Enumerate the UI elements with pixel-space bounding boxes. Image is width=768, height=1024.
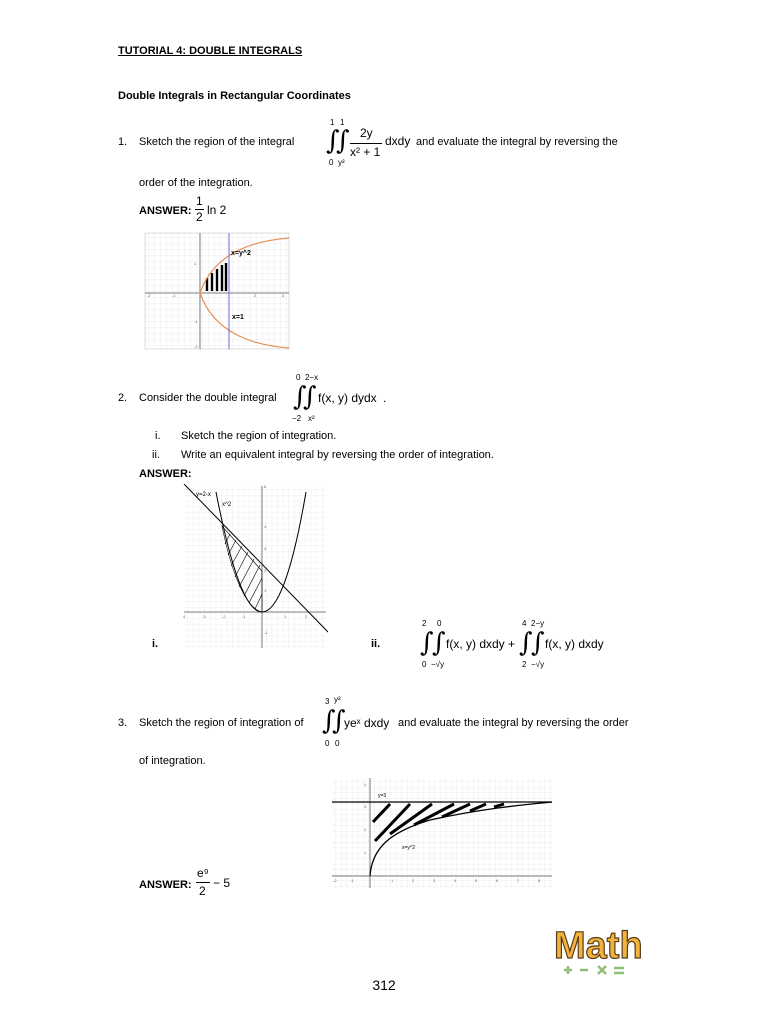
q3-answer-label: ANSWER: bbox=[139, 879, 192, 891]
math-logo-text: Math bbox=[554, 925, 643, 967]
q2-ans-b-integrand: f(x, y) dxdy bbox=[545, 637, 604, 651]
svg-text:-1: -1 bbox=[242, 614, 246, 619]
q2-ans-b-lower-outer: 2 bbox=[522, 660, 527, 669]
integral-sign: ∫ bbox=[322, 706, 336, 736]
svg-text:-2: -2 bbox=[222, 614, 226, 619]
integral-sign: ∫ bbox=[420, 628, 434, 658]
svg-text:-2: -2 bbox=[194, 344, 198, 349]
integral-sign: ∫ bbox=[432, 628, 446, 658]
q3-answer-value bbox=[195, 866, 245, 902]
q2-item-ii-number: ii. bbox=[152, 449, 160, 461]
svg-text:1: 1 bbox=[391, 878, 394, 883]
q1-denominator: x² + 1 bbox=[350, 145, 381, 159]
q1-text-before: Sketch the region of the integral bbox=[139, 136, 295, 148]
svg-text:5: 5 bbox=[475, 878, 478, 883]
q2-ans-b-upper-inner: 2−y bbox=[531, 619, 545, 628]
svg-text:-1: -1 bbox=[172, 293, 176, 298]
q2-item-ii-text: Write an equivalent integral by reversing the order of integration. bbox=[181, 449, 494, 461]
q2-answer-ii-integral bbox=[418, 619, 618, 671]
q1-answer-numerator: 1 bbox=[196, 194, 203, 208]
q1-answer-label: ANSWER: bbox=[139, 205, 192, 217]
q2-lower-limit-outer: −2 bbox=[292, 414, 302, 423]
page-title: TUTORIAL 4: DOUBLE INTEGRALS bbox=[118, 45, 303, 57]
q3-lower-limit-inner: 0 bbox=[335, 739, 340, 748]
q1-lower-limit-outer: 0 bbox=[329, 158, 334, 167]
svg-text:6: 6 bbox=[496, 878, 499, 883]
svg-text:4: 4 bbox=[183, 614, 186, 619]
q2-upper-limit-outer: 0 bbox=[296, 373, 301, 382]
svg-text:-1: -1 bbox=[194, 319, 198, 324]
svg-text:-1: -1 bbox=[264, 630, 268, 635]
fraction-line bbox=[196, 882, 210, 883]
svg-text:-3: -3 bbox=[202, 614, 206, 619]
q2-ans-a-integrand: f(x, y) dxdy + bbox=[446, 637, 516, 651]
q2-integral bbox=[292, 373, 392, 425]
q2-line-label: y=2-x bbox=[196, 492, 211, 498]
q2-answer-ii-label: ii. bbox=[371, 638, 381, 650]
svg-text:-2: -2 bbox=[147, 293, 151, 298]
svg-text:1: 1 bbox=[364, 850, 367, 855]
svg-text:2: 2 bbox=[364, 827, 367, 832]
svg-text:3: 3 bbox=[282, 293, 285, 298]
integral-sign: ∫ bbox=[303, 382, 317, 412]
q2-ans-a-upper-outer: 2 bbox=[422, 619, 427, 628]
q1-text-after-content: and evaluate the integral by reversing the bbox=[416, 136, 618, 148]
q2-answer-label: ANSWER: bbox=[139, 468, 192, 480]
q2-region-graph bbox=[182, 484, 328, 650]
q2-text: Consider the double integral bbox=[139, 392, 277, 404]
q3-text-after: and evaluate the integral by reversing the order bbox=[398, 717, 629, 729]
q3-integral bbox=[322, 697, 402, 749]
integral-sign: ∫ bbox=[332, 706, 346, 736]
section-heading: Double Integrals in Rectangular Coordinates bbox=[118, 90, 351, 102]
svg-text:2: 2 bbox=[412, 878, 415, 883]
q1-number: 1. bbox=[118, 136, 128, 148]
q1-text-after bbox=[416, 136, 649, 148]
svg-text:-2: -2 bbox=[333, 878, 337, 883]
svg-text:7: 7 bbox=[517, 878, 520, 883]
q2-upper-limit-inner: 2−x bbox=[305, 373, 319, 382]
svg-text:4: 4 bbox=[454, 878, 457, 883]
q2-curve-label: x^2 bbox=[222, 502, 232, 508]
svg-text:3: 3 bbox=[433, 878, 436, 883]
math-symbols-decoration bbox=[564, 966, 624, 974]
svg-text:4: 4 bbox=[364, 782, 367, 787]
q3-integrand: yeˣ dxdy bbox=[344, 716, 390, 730]
q1-differential: dxdy bbox=[385, 134, 411, 148]
q2-ans-b-upper-outer: 4 bbox=[522, 619, 527, 628]
svg-text:3: 3 bbox=[364, 804, 367, 809]
integral-sign: ∫ bbox=[336, 126, 350, 156]
q1-upper-limit-outer: 1 bbox=[330, 118, 335, 127]
q3-upper-limit-outer: 3 bbox=[325, 697, 330, 706]
page-number: 312 bbox=[372, 977, 396, 993]
q2-ans-a-upper-inner: 0 bbox=[437, 619, 442, 628]
svg-text:-1: -1 bbox=[350, 878, 354, 883]
q1-text-line2: order of the integration. bbox=[139, 177, 253, 189]
q3-text-before: Sketch the region of integration of bbox=[139, 717, 304, 729]
q3-lower-limit-outer: 0 bbox=[325, 739, 330, 748]
math-logo bbox=[552, 918, 648, 980]
q2-item-i-text: Sketch the region of integration. bbox=[181, 430, 337, 442]
q3-number: 3. bbox=[118, 717, 128, 729]
q1-region-graph bbox=[142, 231, 290, 351]
q3-answer-numerator: e⁹ bbox=[197, 866, 209, 880]
svg-text:4: 4 bbox=[264, 524, 267, 529]
svg-text:8: 8 bbox=[538, 878, 541, 883]
q2-answer-i-label: i. bbox=[152, 638, 159, 650]
q3-top-label: y=3 bbox=[378, 793, 387, 799]
q3-curve-label: x=y^2 bbox=[402, 845, 416, 851]
q2-number: 2. bbox=[118, 392, 128, 404]
svg-text:2: 2 bbox=[254, 293, 257, 298]
fraction-line bbox=[350, 143, 382, 144]
q2-item-i-number: i. bbox=[155, 430, 161, 442]
q1-answer-denominator: 2 bbox=[196, 210, 203, 224]
q1-answer-value bbox=[193, 194, 243, 228]
q2-integrand: f(x, y) dydx bbox=[318, 391, 377, 405]
q3-answer-rest: − 5 bbox=[213, 876, 231, 890]
q1-line-label: x=1 bbox=[232, 314, 244, 321]
svg-text:1: 1 bbox=[284, 614, 287, 619]
q3-region-graph bbox=[330, 776, 554, 890]
integral-sign: ∫ bbox=[326, 126, 340, 156]
svg-text:2: 2 bbox=[305, 614, 308, 619]
q1-lower-limit-inner: y² bbox=[338, 158, 345, 167]
integral-sign: ∫ bbox=[519, 628, 533, 658]
integral-sign: ∫ bbox=[293, 382, 307, 412]
integral-sign: ∫ bbox=[531, 628, 545, 658]
q1-integral bbox=[326, 118, 416, 170]
svg-text:1: 1 bbox=[264, 588, 267, 593]
q2-ans-b-lower-inner: −√y bbox=[531, 660, 545, 669]
svg-text:2: 2 bbox=[264, 568, 267, 573]
q2-lower-limit-inner: x² bbox=[308, 414, 315, 423]
q2-period: . bbox=[383, 391, 387, 405]
q2-ans-a-lower-inner: −√y bbox=[431, 660, 445, 669]
q1-answer-rest: ln 2 bbox=[207, 203, 227, 217]
svg-text:3: 3 bbox=[264, 546, 267, 551]
q3-upper-limit-inner: y² bbox=[334, 695, 341, 704]
q3-answer-denominator: 2 bbox=[199, 884, 206, 898]
q1-numerator: 2y bbox=[360, 126, 373, 140]
svg-text:1: 1 bbox=[194, 261, 197, 266]
q1-curve-label: x=y^2 bbox=[231, 250, 251, 257]
q3-text-line2: of integration. bbox=[139, 755, 206, 767]
svg-text:6: 6 bbox=[264, 484, 267, 489]
q2-ans-a-lower-outer: 0 bbox=[422, 660, 427, 669]
q1-upper-limit-inner: 1 bbox=[340, 118, 345, 127]
